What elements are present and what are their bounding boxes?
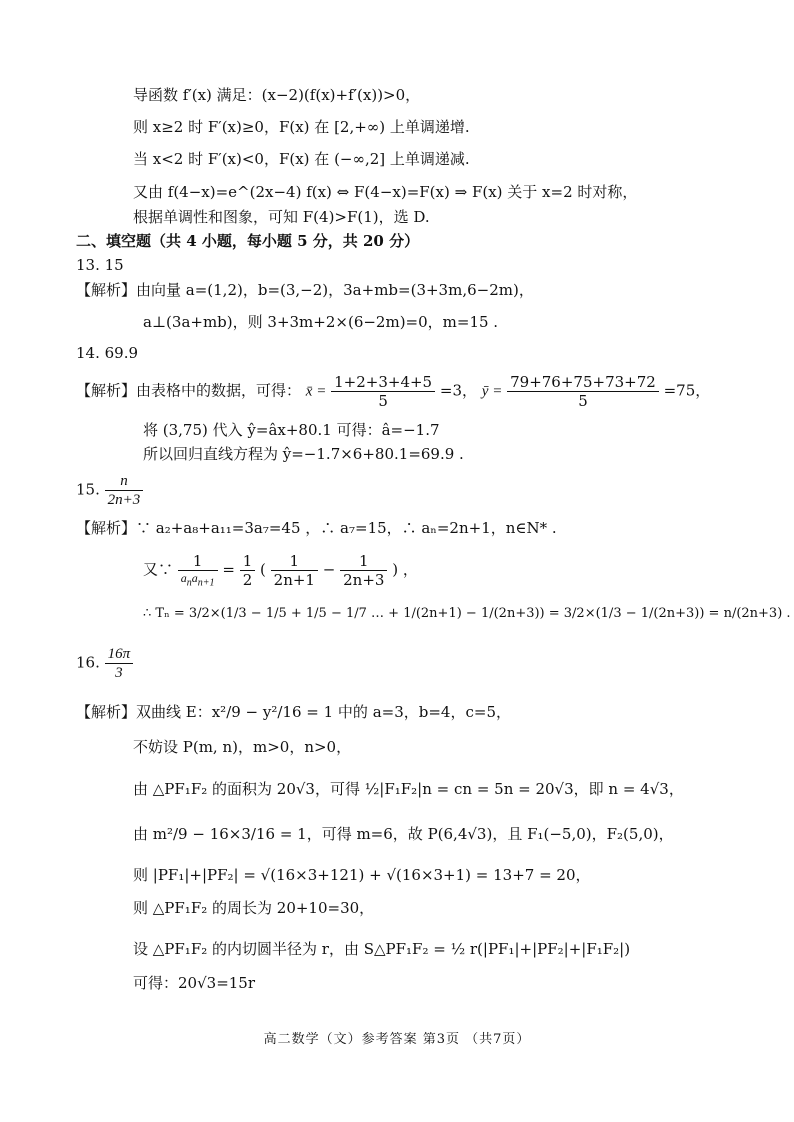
answer-14: 14. 69.9 xyxy=(76,344,139,362)
analysis-13-line-2: a⊥(3a+mb)，则 3+3m+2×(6−2m)=0，m=15 . xyxy=(143,313,499,331)
analysis-15-suffix: ， xyxy=(402,560,418,579)
x-bar-denominator: 5 xyxy=(378,392,388,410)
text-line-3: 当 x<2 时 F′(x)<0，F(x) 在 (−∞,2] 上单调递减. xyxy=(133,150,470,168)
analysis-16-line-2: 不妨设 P(m, n)，m>0，n>0， xyxy=(133,738,352,756)
answer-15-label: 15. xyxy=(76,480,100,499)
frac-half: $\frac{1}{2}$ xyxy=(240,552,256,589)
x-bar: x̄ = xyxy=(305,383,327,400)
answer-16-label: 16. xyxy=(76,653,100,672)
analysis-16-line-4: 由 m²/9 − 16×3/16 = 1，可得 m=6，故 P(6,4√3)，且 F₁(−5,0)，F₂(5,0)， xyxy=(133,825,674,843)
frac-1-over-2n1: $\frac{1}{2n+1}$ xyxy=(271,552,318,589)
analysis-14-line-1 xyxy=(76,373,710,410)
text-line-1: 导函数 f′(x) 满足：(x−2)(f(x)+f′(x))>0， xyxy=(133,86,421,104)
analysis-14-prefix: 【解析】由表格中的数据，可得： xyxy=(76,381,302,400)
analysis-16-line-6: 则 △PF₁F₂ 的周长为 20+10=30， xyxy=(133,899,375,917)
section-heading: 二、填空题（共 4 小题，每小题 5 分，共 20 分） xyxy=(76,232,420,250)
analysis-15-line-2: 又∵ $\frac{1}{a_na_{n+1}}$ = $\frac{1}{2}$ ( $\frac{1}{2n+1}$ − $\frac{1}{2n+3}$ ) ， xyxy=(143,552,418,590)
frac-1-over-2n3: $\frac{1}{2n+3}$ xyxy=(340,552,387,589)
y-bar-denominator: 5 xyxy=(578,392,588,410)
text-line-2: 则 x≥2 时 F′(x)≥0，F(x) 在 [2,+∞) 上单调递增. xyxy=(133,118,470,136)
x-bar-result: =3， xyxy=(439,381,478,400)
page-footer: 高二数学（文）参考答案 第3页 （共7页） xyxy=(263,1032,531,1047)
text-line-5: 根据单调性和图象，可知 F(4)>F(1)，选 D. xyxy=(133,208,430,226)
answer-16-fraction xyxy=(105,645,134,682)
analysis-15-prefix: 又∵ xyxy=(143,560,174,579)
y-bar: ȳ = xyxy=(481,383,503,400)
analysis-15-line-1: 【解析】∵ a₂+a₈+a₁₁=3a₇=45 ，∴ a₇=15，∴ aₙ=2n+1，n∈N* . xyxy=(76,519,557,537)
analysis-16-line-8: 可得：20√3=15r xyxy=(133,974,256,992)
answer-15-numerator: n xyxy=(105,472,144,491)
analysis-13-line-1: 【解析】由向量 a=(1,2)，b=(3,−2)，3a+mb=(3+3m,6−2m)， xyxy=(76,281,534,299)
answer-15 xyxy=(76,472,143,509)
analysis-14-line-3: 所以回归直线方程为 ŷ=−1.7×6+80.1=69.9 . xyxy=(143,445,464,463)
y-bar-numerator: 79+76+75+73+72 xyxy=(507,373,659,392)
answer-15-denominator: 2n+3 xyxy=(107,492,141,508)
analysis-16-line-1: 【解析】双曲线 E：x²/9 − y²/16 = 1 中的 a=3，b=4，c=5， xyxy=(76,703,511,721)
analysis-16-line-7: 设 △PF₁F₂ 的内切圆半径为 r，由 S△PF₁F₂ = ½ r(|PF₁|+|PF₂|+|F₁F₂|) xyxy=(133,940,631,958)
answer-16-denominator: 3 xyxy=(115,665,123,681)
x-bar-fraction xyxy=(331,373,435,410)
text-line-4: 又由 f(4−x)=e^(2x−4) f(x) ⇔ F(4−x)=F(x) ⇒ F(x) 关于 x=2 时对称， xyxy=(133,183,638,201)
answer-15-fraction xyxy=(105,472,144,509)
analysis-16-line-5: 则 |PF₁|+|PF₂| = √(16×3+121) + √(16×3+1) = 13+7 = 20， xyxy=(133,866,591,884)
analysis-14-line-2: 将 (3,75) 代入 ŷ=âx+80.1 可得：â=−1.7 xyxy=(143,421,440,439)
answer-16-numerator: 16π xyxy=(105,645,134,664)
y-bar-fraction xyxy=(507,373,659,410)
frac-1-over-anan1: $\frac{1}{a_na_{n+1}}$ xyxy=(178,552,218,589)
analysis-15-line-3: ∴ Tₙ = 3/2×(1/3 − 1/5 + 1/5 − 1/7 … + 1/(2n+1) − 1/(2n+3)) = 3/2×(1/3 − 1/(2n+3)) = n/(2n+3) . xyxy=(143,606,791,621)
y-bar-result: =75， xyxy=(663,381,711,400)
answer-16 xyxy=(76,645,133,682)
analysis-16-line-3: 由 △PF₁F₂ 的面积为 20√3，可得 ½|F₁F₂|n = cn = 5n = 20√3，即 n = 4√3， xyxy=(133,780,684,798)
x-bar-numerator: 1+2+3+4+5 xyxy=(331,373,435,392)
answer-13: 13. 15 xyxy=(76,256,124,274)
